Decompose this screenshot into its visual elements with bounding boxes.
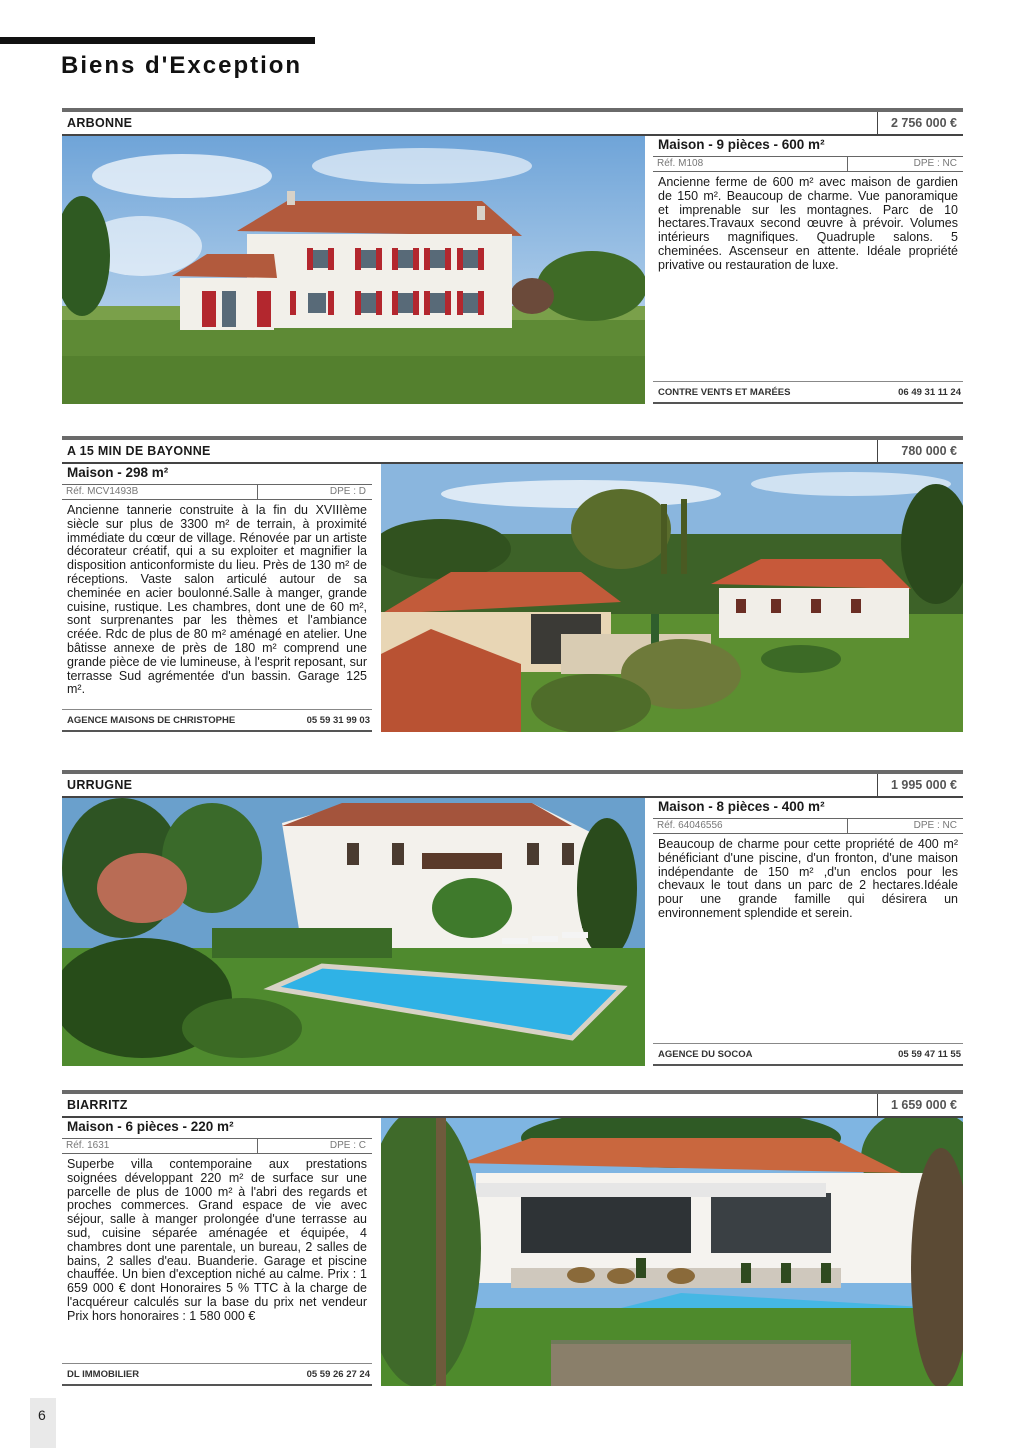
- agency-phone: 05 59 31 99 03: [306, 715, 370, 726]
- agency-row: [62, 709, 372, 732]
- listing-city: BIARRITZ: [67, 1098, 128, 1112]
- listing-price: 2 756 000 €: [877, 112, 963, 134]
- top-rule: [0, 37, 315, 44]
- listing-arbonne: [62, 108, 963, 406]
- listing-city: ARBONNE: [67, 116, 133, 130]
- listing-info: [62, 464, 372, 697]
- property-description: Beaucoup de charme pour cette propriété de 400 m² bénéficiant d'une piscine, d'un fronton, d'une maison indépendante de 150 m² ,d'un enclos pour les chevaux le tout dans un parc de 2 hectares.Idéale pour une grande famille qui désirera un environnement splendide et serein.: [658, 837, 958, 920]
- property-title: Maison - 298 m²: [67, 465, 169, 480]
- listing-price: 780 000 €: [877, 440, 963, 462]
- agency-row: [653, 381, 963, 404]
- agency-name: AGENCE DU SOCOA: [658, 1049, 753, 1060]
- property-title: Maison - 9 pièces - 600 m²: [658, 137, 825, 152]
- listing-info: [653, 798, 963, 921]
- property-photo: [62, 136, 645, 404]
- reference: Réf. 64046556: [657, 820, 723, 831]
- agency-row: [62, 1363, 372, 1386]
- page-title: Biens d'Exception: [61, 52, 303, 79]
- ref-divider: [847, 157, 848, 171]
- property-title: Maison - 8 pièces - 400 m²: [658, 799, 825, 814]
- property-title: Maison - 6 pièces - 220 m²: [67, 1119, 234, 1134]
- ref-row: [62, 484, 372, 500]
- dpe-rating: DPE : NC: [913, 158, 957, 169]
- ref-row: [62, 1138, 372, 1154]
- listing-header: [62, 1090, 963, 1118]
- listing-info: [62, 1118, 372, 1324]
- listing-header: [62, 436, 963, 464]
- listing-header: [62, 770, 963, 798]
- listing-bayonne: [62, 436, 963, 736]
- agency-name: CONTRE VENTS ET MARÉES: [658, 387, 791, 398]
- agency-phone: 05 59 26 27 24: [306, 1369, 370, 1380]
- ref-row: [653, 156, 963, 172]
- property-description: Superbe villa contemporaine aux prestations soignées développant 220 m² de surface sur une parcelle de plus de 1000 m² à l'abri des regards et proches commerces. Grand espace de vie avec séjour, salle à manger prolongée d'une terrasse au sud, cuisine séparée aménagée et équipée, 4 chambres dont une parentale, un bureau, 2 salles de bains, 2 salles d'eau. Buanderie. Garage et piscine chauffée. Un bien d'exception niché au calme. Prix : 1 659 000 € dont Honoraires 5 % TTC à la charge de l'acquéreur calculés sur la base du prix net vendeur Prix hors honoraires : 1 580 000 €: [67, 1157, 367, 1323]
- listing-info: [653, 136, 963, 273]
- dpe-rating: DPE : C: [329, 1140, 366, 1151]
- agency-phone: 05 59 47 11 55: [898, 1049, 961, 1060]
- property-photo: [381, 1118, 963, 1386]
- dpe-rating: DPE : NC: [913, 820, 957, 831]
- agency-name: DL IMMOBILIER: [67, 1369, 140, 1380]
- agency-phone: 06 49 31 11 24: [898, 387, 961, 398]
- property-photo: [62, 798, 645, 1066]
- ref-divider: [257, 485, 258, 499]
- listing-header: [62, 108, 963, 136]
- ref-divider: [257, 1139, 258, 1153]
- listing-city: A 15 MIN DE BAYONNE: [67, 444, 211, 458]
- property-description: Ancienne tannerie construite à la fin du XVIIIème siècle sur plus de 3300 m² de terrain, à proximité immédiate du cœur de village. Rénovée par un artiste décorateur créatif, qui a su exploiter et magnifier la disposition anticonformiste du lieu. Près de 130 m² de réceptions. Vaste salon articulé autour de sa cheminée en acier boulonné.Salle à manger, grande cuisine, rustique. Les chambres, dont une de 60 m², sont surprenantes par les thèmes et l'ambiance créée. Rdc de plus de 80 m² aménagé en atelier. Une bâtisse annexe de près de 180 m² comprend une grande pièce de vie lumineuse, à l'esprit reposant, sur terrasse Sud agrémentée d'un bassin. Garage 125 m².: [67, 503, 367, 697]
- dpe-rating: DPE : D: [329, 486, 366, 497]
- listing-urrugne: [62, 770, 963, 1068]
- property-photo: [381, 464, 963, 732]
- listing-city: URRUGNE: [67, 778, 133, 792]
- reference: Réf. M108: [657, 158, 704, 169]
- page-number: 6: [38, 1407, 46, 1423]
- listing-price: 1 659 000 €: [877, 1094, 963, 1116]
- ref-divider: [847, 819, 848, 833]
- agency-row: [653, 1043, 963, 1066]
- property-description: Ancienne ferme de 600 m² avec maison de gardien de 150 m². Beaucoup de charme. Vue panoramique et imprenable sur les montagnes. Parc de 10 hectares.Travaux second œuvre à prévoir. Volumes intérieurs magnifiques. Quadruple salons. 5 cheminées. Ascenseur en attente. Idéale propriété privative ou restauration de luxe.: [658, 175, 958, 272]
- agency-name: AGENCE MAISONS DE CHRISTOPHE: [67, 715, 236, 726]
- listing-biarritz: [62, 1090, 963, 1388]
- page-number-tab: [30, 1398, 56, 1448]
- reference: Réf. MCV1493B: [66, 486, 139, 497]
- listing-price: 1 995 000 €: [877, 774, 963, 796]
- reference: Réf. 1631: [66, 1140, 110, 1151]
- ref-row: [653, 818, 963, 834]
